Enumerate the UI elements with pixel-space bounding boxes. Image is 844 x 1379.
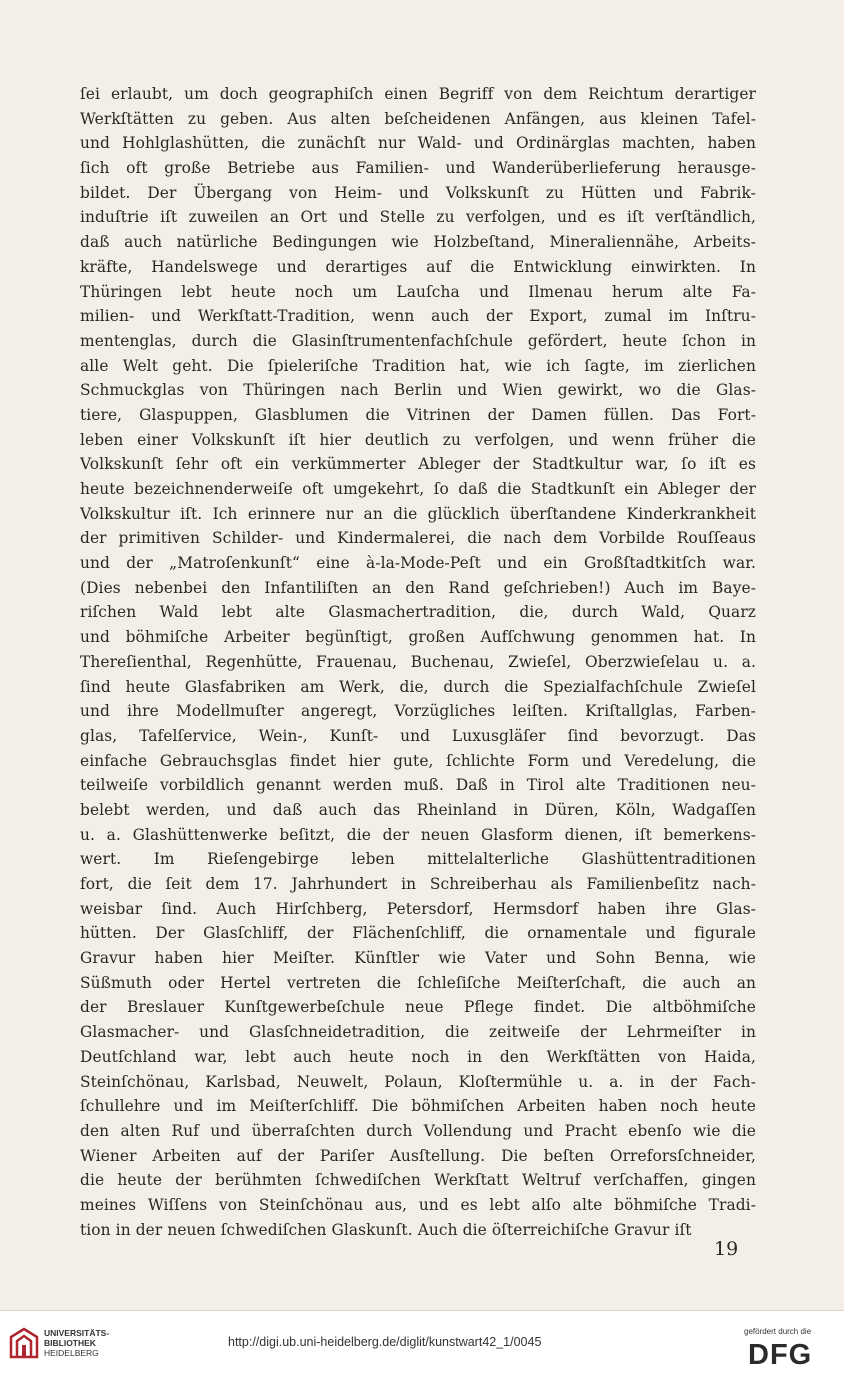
text-line: Werkſtätten zu geben. Aus alten beſcheidenen Anfängen, aus kleinen Tafel-	[80, 109, 756, 128]
text-line: Deutſchland war, lebt auch heute noch in den Werkſtätten von Haida,	[80, 1047, 756, 1066]
text-line: Schmuckglas von Thüringen nach Berlin und Wien gewirkt, wo die Glas-	[80, 381, 756, 400]
text-line: u. a. Glashüttenwerke beſitzt, die der neuen Glasform dienen, iſt bemerkens-	[80, 825, 756, 844]
text-line: ſich oft große Betriebe aus Familien- und Wanderüberlieferung herausge-	[80, 159, 756, 178]
text-line: mentenglas, durch die Glasinſtrumentenfachſchule gefördert, heute ſchon in	[80, 331, 756, 350]
text-line: kräfte, Handelswege und derartiges auf die Entwicklung einwirkten. In	[80, 257, 756, 276]
text-line: der primitiven Schilder- und Kindermalerei, die nach dem Vorbilde Rouſſeaus	[80, 529, 756, 548]
text-line: Volkskultur iſt. Ich erinnere nur an die glücklich überſtandene Kinderkrankheit	[80, 504, 756, 523]
text-line: milien- und Werkſtatt-Tradition, wenn auch der Export, zumal im Inſtru-	[80, 307, 756, 326]
text-line: induſtrie iſt zuweilen an Ort und Stelle zu verfolgen, und es iſt verſtändlich,	[80, 208, 756, 227]
text-line: tion in der neuen ſchwediſchen Glaskunſt. Auch die öſterreichiſche Gravur iſt	[80, 1220, 692, 1239]
text-line: fort, die ſeit dem 17. Jahrhundert in Schreiberhau als Familienbeſitz nach-	[80, 875, 756, 893]
text-line: Gravur haben hier Meiſter. Künſtler wie Vater und Sohn Benna, wie	[80, 949, 756, 968]
institution-line-1: UNIVERSITÄTS-	[44, 1328, 110, 1338]
text-line: ſei erlaubt, um doch geographiſch einen Begriff von dem Reichtum derartiger	[80, 85, 756, 103]
text-line: leben einer Volkskunſt iſt hier deutlich zu verfolgen, und wenn früher die	[80, 430, 756, 449]
university-library-name[interactable]	[44, 1328, 109, 1358]
text-line: Süßmuth oder Hertel vertreten die ſchleſiſche Meiſterſchaft, die auch an	[80, 973, 756, 992]
text-line: Thereſienthal, Regenhütte, Frauenau, Buchenau, Zwieſel, Oberzwieſelau u. a.	[80, 652, 756, 671]
text-line: einfache Gebrauchsglas findet hier gute, ſchlichte Form und Veredelung, die	[80, 751, 756, 770]
text-line: und ihre Modellmuſter angeregt, Vorzügliches leiſten. Kriſtallglas, Farben-	[80, 702, 756, 721]
text-line: den alten Ruf und überraſchten durch Vollendung und Pracht ebenſo wie die	[80, 1121, 756, 1140]
text-line: und Hohlglashütten, die zunächſt nur Wald- und Ordinärglas machten, haben	[80, 134, 756, 153]
viewer-footer	[0, 1310, 844, 1379]
text-line: teilweiſe vorbildlich genannt werden muß. Daß in Tirol alte Traditionen neu-	[80, 776, 756, 795]
page-body-text	[80, 82, 756, 1242]
text-line: ſchullehre und im Meiſterſchliff. Die böhmiſchen Arbeiten haben noch heute	[80, 1097, 756, 1116]
text-line: belebt werden, und daß auch das Rheinland in Düren, Köln, Wadgaſſen	[80, 800, 756, 819]
text-line: weisbar ſind. Auch Hirſchberg, Petersdorf, Hermsdorf haben ihre Glas-	[80, 899, 756, 918]
text-line: daß auch natürliche Bedingungen wie Holzbeſtand, Mineraliennähe, Arbeits-	[80, 233, 756, 252]
text-line: und böhmiſche Arbeiter begünſtigt, großen Aufſchwung genommen hat. In	[80, 628, 756, 647]
institution-line-3: HEIDELBERG	[44, 1348, 99, 1358]
text-line: der Breslauer Kunſtgewerbeſchule neue Pflege findet. Die altböhmiſche	[80, 998, 756, 1017]
text-line: Steinſchönau, Karlsbad, Neuwelt, Polaun, Kloſtermühle u. a. in der Fach-	[80, 1072, 756, 1091]
university-library-logo[interactable]	[9, 1327, 39, 1359]
text-line: tiere, Glaspuppen, Glasblumen die Vitrinen der Damen füllen. Das Fort-	[80, 405, 756, 424]
institution-line-2: BIBLIOTHEK	[44, 1338, 96, 1348]
dfg-logo[interactable]: DFG	[748, 1339, 813, 1371]
text-line: die heute der berühmten ſchwediſchen Werkſtatt Weltruf verſchaffen, gingen	[80, 1171, 756, 1190]
page-number: 19	[714, 1238, 739, 1260]
text-line: ſind heute Glasfabriken am Werk, die, durch die Spezialfachſchule Zwieſel	[80, 677, 756, 696]
text-line: Wiener Arbeiten auf der Pariſer Ausſtellung. Die beſten Orreforsſchneider,	[80, 1146, 756, 1165]
text-line: hütten. Der Glasſchliff, der Flächenſchliff, die ornamentale und figurale	[80, 924, 756, 943]
text-line: meines Wiſſens von Steinſchönau aus, und es lebt alſo alte böhmiſche Tradi-	[80, 1195, 756, 1214]
text-line: alle Welt geht. Die ſpieleriſche Tradition hat, wie ich ſagte, im zierlichen	[80, 356, 756, 375]
sponsor-caption: gefördert durch die	[744, 1327, 812, 1336]
text-line: wert. Im Rieſengebirge leben mittelalterliche Glashüttentraditionen	[80, 850, 756, 869]
text-line: (Dies nebenbei den Infantiliſten an den Rand geſchrieben!) Auch im Baye-	[80, 578, 756, 597]
text-line: Volkskunſt ſehr oft ein verkümmerter Ableger der Stadtkultur war, ſo iſt es	[80, 455, 756, 474]
text-line: Thüringen lebt heute noch um Lauſcha und Ilmenau herum alte Fa-	[80, 282, 756, 301]
text-line: Glasmacher- und Glasſchneidetradition, die zeitweiſe der Lehrmeiſter in	[80, 1023, 756, 1042]
permalink-url[interactable]: http://digi.ub.uni-heidelberg.de/diglit/kunstwart42_1/0045	[228, 1335, 542, 1349]
text-line: und der „Matroſenkunſt“ eine à-la-Mode-Peſt und ein Großſtadtkitſch war.	[80, 554, 756, 573]
text-line: riſchen Wald lebt alte Glasmachertradition, die, durch Wald, Quarz	[80, 603, 756, 622]
text-line: glas, Tafelſervice, Wein-, Kunſt- und Luxusgläſer ſind bevorzugt. Das	[80, 726, 756, 745]
text-line: bildet. Der Übergang von Heim- und Volkskunſt zu Hütten und Fabrik-	[80, 183, 756, 202]
text-line: heute bezeichnenderweiſe oft umgekehrt, ſo daß die Stadtkunſt ein Ableger der	[80, 480, 756, 498]
